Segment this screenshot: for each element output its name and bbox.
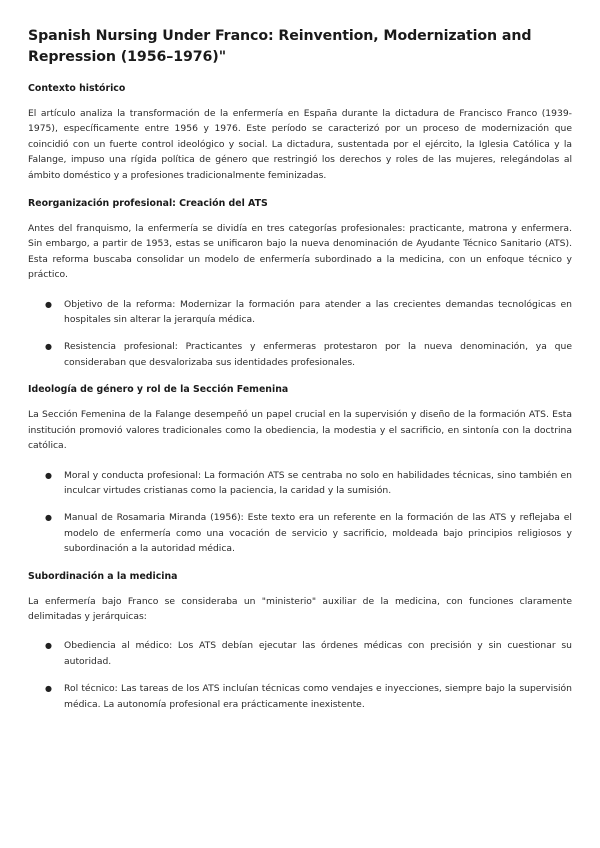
list-item-text: Manual de Rosamaria Miranda (1956): Este texto era un referente en la formación de las ATS y reflejaba el modelo de enfermería como una vocación de servicio y sacrificio, moldeada bajo principios religiosos y subordinación a la autoridad médica. [64,512,572,555]
section-heading: Subordinación a la medicina [28,570,178,582]
bullet-icon: ● [45,299,52,309]
bullet-list [28,638,572,712]
list-item [28,510,572,556]
bullet-list [28,297,572,371]
section-contexto-historico [28,82,572,183]
section-reorganizacion-profesional [28,197,572,370]
list-item-text: Rol técnico: Las tareas de los ATS incluían técnicas como vendajes e inyecciones, siempre bajo la supervisión médica. La autonomía profesional era prácticamente inexistente. [64,683,572,710]
section-paragraph: La enfermería bajo Franco se consideraba un "ministerio" auxiliar de la medicina, con funciones claramente delimitadas y jerárquicas: [28,595,572,622]
list-item [28,638,572,669]
bullet-icon: ● [45,342,52,352]
list-item-text: Moral y conducta profesional: La formación ATS se centraba no solo en habilidades técnicas, sino también en inculcar virtudes cristianas como la paciencia, la caridad y la sumisión. [64,469,572,496]
bullet-icon: ● [45,470,52,480]
section-heading: Contexto histórico [28,83,126,94]
list-item [28,468,572,499]
list-item [28,297,572,328]
document-title: Spanish Nursing Under Franco: Reinvention, Modernization and Repression (1956–1976)" [28,28,532,65]
bullet-list [28,468,572,557]
section-paragraph: Antes del franquismo, la enfermería se dividía en tres categorías profesionales: practicante, matrona y enfermera. Sin embargo, a partir de 1953, estas se unificaron bajo la nueva denominación de Ayudante Técnico Sanitario (ATS). Esta reforma buscaba consolidar un modelo de enfermería subordinado a la medicina, con un enfoque técnico y práctico. [28,223,572,281]
bullet-icon: ● [45,513,52,523]
section-paragraph: La Sección Femenina de la Falange desempeñó un papel crucial en la supervisión y diseño de la formación ATS. Esta institución promovió valores tradicionales como la obediencia, la modestia y el sacrificio, en sintonía con la doctrina católica. [28,409,572,452]
section-heading: Reorganización profesional: Creación del ATS [28,198,268,210]
section-subordinacion-medicina [28,570,572,712]
section-paragraph: El artículo analiza la transformación de la enfermería en España durante la dictadura de Francisco Franco (1939-1975), específicamente entre 1956 y 1976. Este período se caracterizó por un proceso de modernización que coincidió con un fuerte control ideológico y social. La dictadura, sustentada por el ejército, la Iglesia Católica y la Falange, impuso una rígida política de género que restringió los derechos y roles de las mujeres, relegándolas al ámbito doméstico y a profesiones tradicionalmente feminizadas. [28,108,572,181]
list-item-text: Resistencia profesional: Practicantes y enfermeras protestaron por la nueva denominación, ya que consideraban que desvalorizaba sus identidades profesionales. [64,341,572,368]
list-item-text: Objetivo de la reforma: Modernizar la formación para atender a las crecientes demandas tecnológicas en hospitales sin alterar la jerarquía médica. [64,298,572,326]
list-item [28,339,572,370]
bullet-icon: ● [45,684,52,694]
section-heading: Ideología de género y rol de la Sección Femenina [28,384,289,396]
list-item-text: Obediencia al médico: Los ATS debían ejecutar las órdenes médicas con precisión y sin cuestionar su autoridad. [64,640,572,667]
list-item [28,681,572,712]
section-ideologia-genero [28,383,572,556]
bullet-icon: ● [45,641,52,651]
document-page [28,26,572,725]
